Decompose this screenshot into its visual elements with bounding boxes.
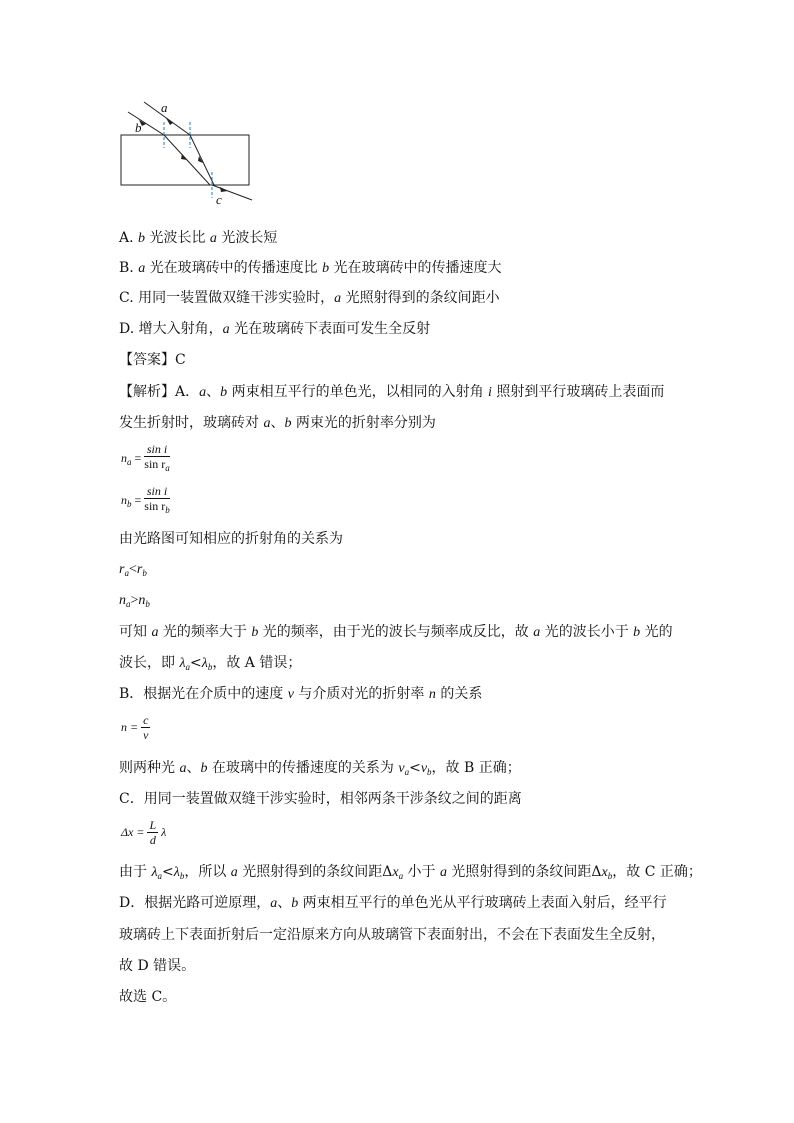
text: ，故 C 正确；: [612, 864, 702, 880]
fraction: [141, 713, 150, 742]
var: x: [601, 865, 608, 880]
subscript: a: [404, 767, 410, 777]
var: a: [439, 865, 447, 880]
var: n: [138, 593, 146, 608]
text: 光在玻璃砖中的传播速度比: [145, 260, 323, 276]
var: a: [179, 761, 187, 776]
option-b-prefix: B.: [119, 260, 139, 276]
var: v: [420, 761, 428, 776]
analysis-line-4: [119, 623, 673, 642]
denominator: d: [149, 833, 156, 847]
subscript: b: [607, 871, 613, 881]
text: ，故 B 正确；: [431, 760, 521, 776]
var: a: [230, 865, 238, 880]
subscript: b: [179, 871, 185, 881]
var: a: [209, 231, 217, 246]
glass-block: [121, 135, 249, 185]
denominator: sin r: [144, 499, 166, 513]
option-c-prefix: C. 用同一装置做双缝干涉实验时，: [119, 290, 335, 306]
lambda: λ: [161, 825, 167, 839]
text: 光在玻璃砖中的传播速度大: [329, 260, 502, 276]
label-a: a: [161, 100, 168, 115]
text: 、: [186, 760, 201, 776]
var: b: [251, 625, 259, 640]
var: a: [222, 322, 230, 337]
var: b: [138, 231, 146, 246]
text: 光波长短: [216, 230, 278, 246]
text: 两束相互平行的单色光，以相同的入射角: [227, 384, 489, 400]
text: 光的波长小于: [540, 624, 634, 640]
analysis-line-13: 故选 C。: [119, 989, 177, 1005]
subscript: b: [207, 662, 213, 672]
option-d-prefix: D. 增大入射角，: [119, 321, 223, 337]
var: b: [322, 261, 330, 276]
subscript: a: [124, 568, 129, 578]
lhs: n =: [121, 720, 139, 734]
equation-nb: $n_b$ = $\frac{\text{sin i}}{\sin r_b}$: [121, 484, 170, 515]
numerator: c: [143, 713, 149, 727]
var: b: [220, 385, 228, 400]
text: 可知: [119, 624, 152, 640]
var: i: [488, 385, 492, 400]
ray-b-incident: [128, 112, 164, 135]
analysis-heading: 【解析】A．: [119, 384, 200, 400]
text: 光的频率，由于光的波长与频率成反比，故: [258, 624, 534, 640]
operator: <: [409, 760, 421, 776]
var: x: [392, 865, 399, 880]
subscript: a: [157, 871, 163, 881]
var: v: [287, 687, 294, 702]
refraction-diagram: [118, 98, 258, 208]
text: 的关系: [435, 686, 483, 702]
text: 光波长比: [145, 230, 210, 246]
var: n: [119, 593, 126, 608]
text: 在玻璃中的传播速度的关系为: [207, 760, 399, 776]
option-b: [119, 259, 502, 278]
var: λ: [151, 865, 158, 880]
var: a: [533, 625, 541, 640]
option-c: [119, 289, 500, 308]
equation-delta-x: [121, 818, 166, 847]
label-c: c: [216, 192, 222, 207]
var: a: [138, 261, 146, 276]
var: b: [284, 416, 292, 431]
numerator: L: [149, 818, 157, 832]
subscript: a: [185, 662, 191, 672]
numerator: sin i: [144, 442, 170, 457]
subscript: b: [427, 767, 432, 777]
relation-r: [119, 561, 147, 582]
text: 则两种光: [119, 760, 180, 776]
label-b: b: [135, 120, 142, 135]
text: 发生折射时，玻璃砖对: [119, 415, 264, 431]
text: 照射到平行玻璃砖上表面而: [491, 384, 665, 400]
denominator: sin r: [144, 457, 166, 471]
text: 、: [206, 384, 221, 400]
fraction: [144, 484, 170, 517]
operator: <: [162, 864, 174, 880]
operator: >: [130, 593, 139, 608]
var: r: [136, 562, 143, 577]
analysis-line-1: [119, 383, 664, 402]
text: 小于: [403, 864, 440, 880]
subscript: b: [145, 599, 150, 609]
analysis-line-8: C．用同一装置做双缝干涉实验时，相邻两条干涉条纹之间的距离: [119, 791, 522, 807]
var: b: [200, 761, 208, 776]
fraction: [144, 442, 170, 475]
subscript: a: [398, 871, 404, 881]
operator: <: [190, 655, 202, 671]
var: n: [121, 450, 127, 465]
equation-na: $n_a$ = $\frac{\text{sin i}}{\sin r_a}$: [121, 442, 170, 473]
var: a: [199, 385, 207, 400]
text: D．根据光路可逆原理，: [119, 895, 271, 911]
denominator: v: [143, 728, 149, 742]
text: 波长，即: [119, 655, 180, 671]
subscript: a: [165, 463, 170, 473]
subscript: a: [126, 599, 131, 609]
operator: <: [128, 562, 137, 577]
var: a: [151, 625, 159, 640]
text: B．根据光在介质中的速度: [119, 686, 288, 702]
text: 两束相互平行的单色光从平行玻璃砖上表面入射后，经平行: [298, 895, 667, 911]
subscript: b: [165, 505, 170, 515]
var: r: [119, 562, 125, 577]
var: λ: [201, 656, 208, 671]
analysis-line-5: [119, 654, 301, 676]
text: 光的频率大于: [158, 624, 252, 640]
var: λ: [173, 865, 180, 880]
text: ，故 A 错误；: [212, 655, 302, 671]
text: 与介质对光的折射率: [293, 686, 429, 702]
option-a-prefix: A.: [119, 230, 139, 246]
subscript: b: [142, 568, 147, 578]
text: 两束光的折射率分别为: [291, 415, 436, 431]
var: a: [263, 416, 271, 431]
analysis-line-10: [119, 894, 667, 913]
equation-n-cv: [121, 713, 150, 742]
analysis-line-3: 由光路图可知相应的折射角的关系为: [119, 531, 343, 547]
text: 、: [277, 895, 292, 911]
var: a: [270, 896, 278, 911]
relation-n: [119, 592, 150, 613]
option-d: [119, 320, 430, 339]
text: 光的: [640, 624, 673, 640]
analysis-line-2: [119, 414, 436, 433]
text: 光在玻璃砖下表面可发生全反射: [229, 321, 431, 337]
ray-a-refracted: [190, 135, 214, 185]
numerator: sin i: [144, 484, 170, 499]
var: λ: [179, 656, 186, 671]
var: n: [428, 687, 436, 702]
text: 光照射得到的条纹间距小: [341, 290, 500, 306]
text: 光照射得到的条纹间距Δ: [446, 864, 602, 880]
text: 光照射得到的条纹间距Δ: [237, 864, 393, 880]
var: a: [334, 291, 342, 306]
analysis-line-11: 玻璃砖上下表面折射后一定沿原来方向从玻璃管下表面射出，不会在下表面发生全反射，: [119, 927, 665, 943]
lhs: Δx =: [121, 825, 145, 839]
option-a: [119, 229, 277, 248]
subscript: b: [127, 498, 132, 509]
arrow-b-refracted: [181, 154, 187, 160]
var: v: [398, 761, 405, 776]
var: b: [633, 625, 641, 640]
text: 由于: [119, 864, 152, 880]
var: n: [121, 492, 127, 507]
var: b: [291, 896, 299, 911]
analysis-line-12: 故 D 错误。: [119, 958, 196, 974]
answer: 【答案】C: [119, 352, 186, 368]
fraction: [147, 818, 158, 847]
analysis-line-9: [119, 863, 702, 885]
analysis-line-7: [119, 759, 521, 781]
text: ，所以: [184, 864, 231, 880]
analysis-line-6: [119, 685, 482, 704]
subscript: a: [127, 456, 132, 467]
text: 、: [270, 415, 285, 431]
